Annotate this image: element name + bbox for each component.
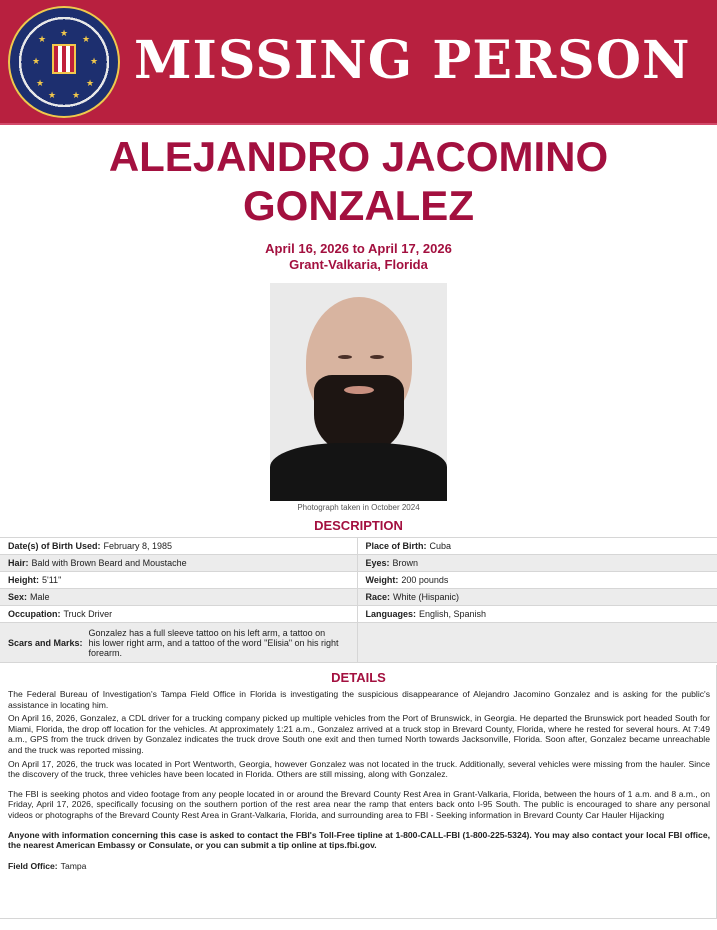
missing-location: Grant-Valkaria, Florida <box>289 257 428 272</box>
fbi-seal-icon <box>8 6 120 118</box>
missing-dates: April 16, 2026 to April 17, 2026 <box>265 241 452 256</box>
height-label: Height: <box>8 575 39 585</box>
table-row <box>0 623 717 663</box>
details-paragraph: On April 16, 2026, Gonzalez, a CDL driver for a trucking company picked up multiple vehicles from the Port of Brunswick, in Georgia. He departed the Brunswick port headed South for Miami, Florida, the drop off location for the vehicles. At approximately 1:21 a.m., Gonzalez arrived at a truck stop in Brevard County, Florida, where he rested for several hours. At 7:49 a.m., GPS from the truck driven by Gonzalez indicates the truck drove South one exit and then turned North towards Jacksonville, Florida. Soon after, Gonzalez became unreachable and the truck was reported missing. <box>8 713 710 755</box>
photo-eye-right <box>370 355 384 359</box>
eyes-label: Eyes: <box>365 558 390 568</box>
description-title: DESCRIPTION <box>314 518 403 533</box>
weight-value: 200 pounds <box>401 575 449 585</box>
dob-value: February 8, 1985 <box>103 541 173 551</box>
photo-eye-left <box>338 355 352 359</box>
details-body <box>8 689 710 874</box>
details-paragraph: On April 17, 2026, the truck was located in Port Wentworth, Georgia, however Gonzalez was not located in the truck. Additionally, several vehicles were missing from the hauler. Since the discovery of the truck, three vehicles have been located in Florida. Others are still missing, along with Gonzalez. <box>8 758 710 780</box>
scars-label: Scars and Marks: <box>8 637 83 648</box>
pob-label: Place of Birth: <box>365 541 427 551</box>
description-table <box>0 537 717 663</box>
table-row <box>0 606 717 623</box>
languages-label: Languages: <box>365 609 417 619</box>
occupation-value: Truck Driver <box>63 609 113 619</box>
photo-shirt <box>270 443 447 501</box>
empty-cell <box>357 623 717 663</box>
details-paragraph: The FBI is seeking photos and video footage from any people located in or around the Brevard County Rest Area in Grant-Valkaria, Florida, between the hours of 1 a.m. and 8 a.m., on Friday, April 17, 2026, specifically focusing on the southern portion of the rest area near the ramp that enters back onto I-95 South. The public is encouraged to share any personal videos or photographs of the Brevard County Rest Area in Grant-Valkaria, Florida, and surrounding area to FBI - Seeking information in Brevard County Car Hauler Hijacking <box>8 788 710 820</box>
table-row <box>0 555 717 572</box>
pob-value: Cuba <box>429 541 452 551</box>
race-value: White (Hispanic) <box>393 592 460 602</box>
field-office-label: Field Office: <box>8 860 58 871</box>
details-title: DETAILS <box>331 670 386 685</box>
sex-label: Sex: <box>8 592 28 602</box>
scars-value: Gonzalez has a full sleeve tattoo on his left arm, a tattoo on his lower right arm, and a tattoo of the word "Elisia" on his right forearm. <box>88 627 339 658</box>
languages-value: English, Spanish <box>419 609 487 619</box>
contact-info: Anyone with information concerning this case is asked to contact the FBI's Toll-Free tipline at 1-800-CALL-FBI (1-800-225-5324). You may also contact your local FBI office, the nearest American Embassy or Consulate, or you can submit a tip online at tips.fbi.gov. <box>8 829 710 851</box>
sex-value: Male <box>30 592 50 602</box>
field-office-value: Tampa <box>60 860 87 871</box>
photo-caption: Photograph taken in October 2024 <box>297 503 420 512</box>
name-line-1: ALEJANDRO JACOMINO <box>108 133 609 180</box>
person-name <box>0 132 717 230</box>
seal-stars: ★ ★ ★ ★ ★ ★ ★ ★ ★ <box>32 28 99 100</box>
dob-label: Date(s) of Birth Used: <box>8 541 101 551</box>
details-paragraph: The Federal Bureau of Investigation's Tampa Field Office in Florida is investigating the suspicious disappearance of Alejandro Jacomino Gonzalez and is asking for the public's assistance in locating him. <box>8 689 710 710</box>
race-label: Race: <box>365 592 391 602</box>
table-row <box>0 538 717 555</box>
occupation-label: Occupation: <box>8 609 61 619</box>
eyes-value: Brown <box>392 558 419 568</box>
person-photo <box>270 283 447 501</box>
bottom-divider <box>0 918 717 919</box>
field-office <box>8 861 710 872</box>
photo-mouth <box>344 386 374 394</box>
hair-value: Bald with Brown Beard and Moustache <box>31 558 187 568</box>
name-line-2: GONZALEZ <box>243 182 474 229</box>
height-value: 5'11" <box>42 575 62 585</box>
seal-shield <box>52 44 76 74</box>
table-row <box>0 589 717 606</box>
table-row <box>0 572 717 589</box>
banner-title: MISSING PERSON <box>134 30 691 91</box>
weight-label: Weight: <box>365 575 399 585</box>
hair-label: Hair: <box>8 558 29 568</box>
header-banner <box>0 0 717 125</box>
